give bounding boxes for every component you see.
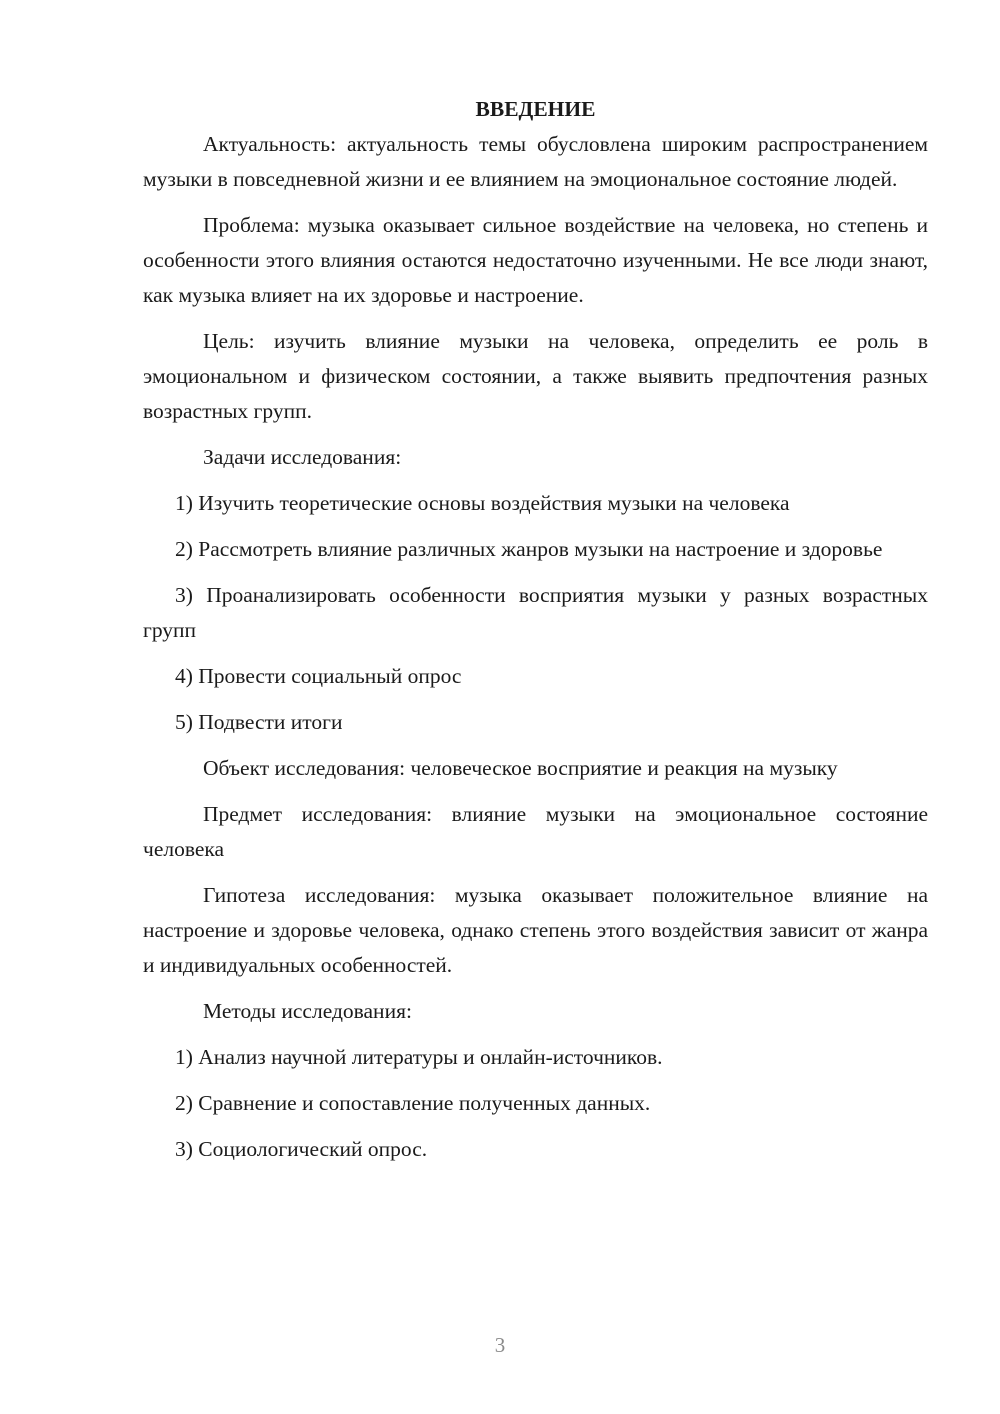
method-item-3: 3) Социологический опрос. (175, 1137, 428, 1161)
task-item-4: 4) Провести социальный опрос (175, 664, 462, 688)
section-title: ВВЕДЕНИЕ (475, 97, 596, 121)
page-number: 3 (494, 1333, 506, 1357)
document-page (143, 92, 928, 1178)
task-item-2: 2) Рассмотреть влияние различных жанров музыки на настроение и здоровье (175, 537, 883, 561)
task-item-3: 3) Проанализировать особенности восприятия музыки у разных возрастных групп (143, 583, 928, 642)
paragraph-object: Объект исследования: человеческое восприятие и реакция на музыку (203, 756, 838, 780)
method-item-2: 2) Сравнение и сопоставление полученных данных. (175, 1091, 651, 1115)
task-item-1: 1) Изучить теоретические основы воздействия музыки на человека (175, 491, 790, 515)
tasks-heading: Задачи исследования: (203, 445, 402, 469)
paragraph-relevance: Актуальность: актуальность темы обусловлена широким распространением музыки в повседневной жизни и ее влиянием на эмоциональное состояние людей. (143, 132, 928, 191)
paragraph-problem: Проблема: музыка оказывает сильное воздействие на человека, но степень и особенности этого влияния остаются недостаточно изученными. Не все люди знают, как музыка влияет на их здоровье и настроение. (143, 213, 928, 307)
task-item-5: 5) Подвести итоги (175, 710, 343, 734)
method-item-1: 1) Анализ научной литературы и онлайн-источников. (175, 1045, 663, 1069)
paragraph-goal: Цель: изучить влияние музыки на человека, определить ее роль в эмоциональном и физическом состоянии, а также выявить предпочтения разных возрастных групп. (143, 329, 928, 423)
paragraph-hypothesis: Гипотеза исследования: музыка оказывает положительное влияние на настроение и здоровье человека, однако степень этого воздействия зависит от жанра и индивидуальных особенностей. (143, 883, 928, 977)
paragraph-subject: Предмет исследования: влияние музыки на эмоциональное состояние человека (143, 802, 928, 861)
methods-heading: Методы исследования: (203, 999, 412, 1023)
